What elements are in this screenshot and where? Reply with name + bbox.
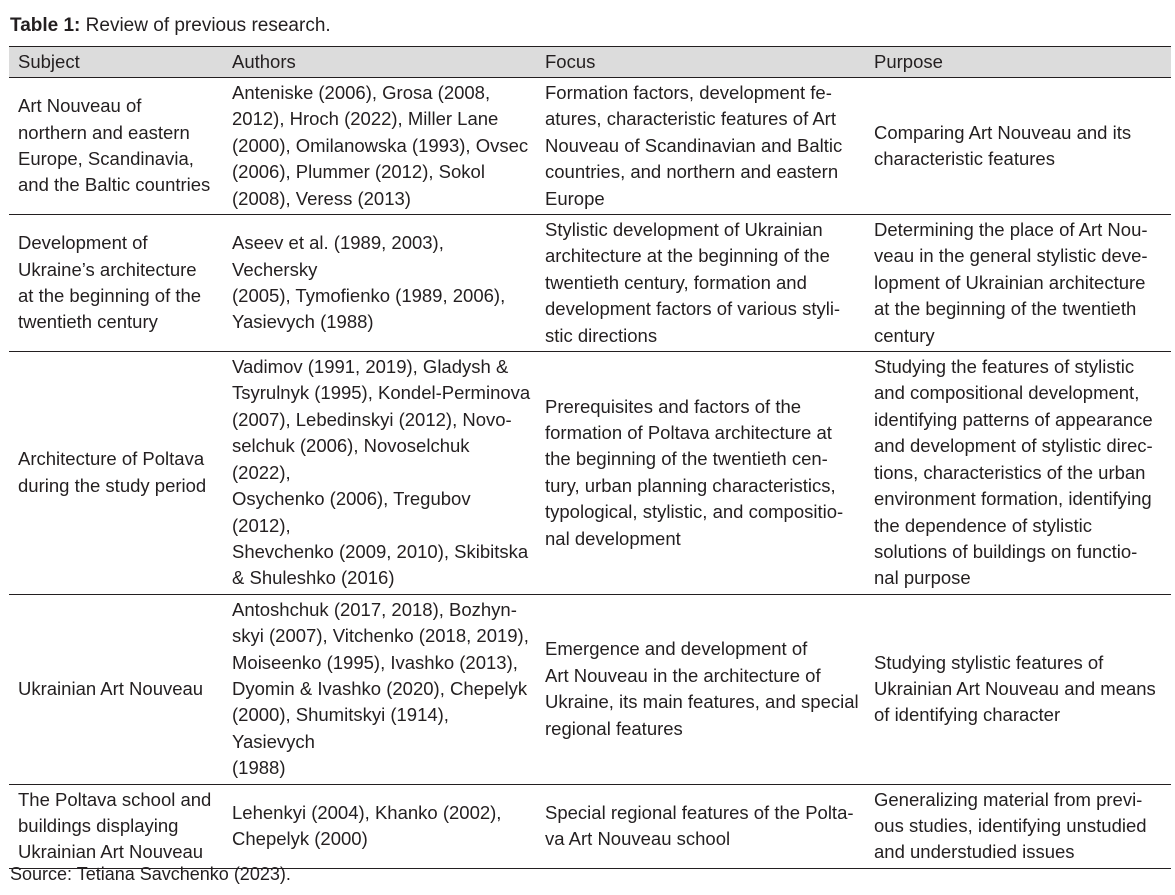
cell-subject: The Poltava school and buildings displaying Ukrainian Art Nouveau: [9, 784, 223, 868]
table-header-row: [9, 47, 1171, 78]
table-row: [9, 594, 1171, 784]
research-review-table: [9, 46, 1171, 869]
table-caption-label: Table 1:: [10, 15, 81, 36]
cell-authors: Vadimov (1991, 2019), Gladysh & Tsyrulnyk (1995), Kondel-Perminova (2007), Lebedinskyi (2012), Novo- selchuk (2006), Novoselchuk (2022), Osychenko (2006), Tregubov (2012), Shevchenko (2009, 2010), Skibitska & Shuleshko (2016): [223, 352, 536, 595]
cell-focus: Formation factors, development fe- atures, characteristic features of Art Nouveau of Scandinavian and Baltic countries, and northern and eastern Europe: [536, 78, 865, 215]
table-row: [9, 78, 1171, 215]
cell-subject: Architecture of Poltava during the study period: [9, 352, 223, 595]
cell-focus: Emergence and development of Art Nouveau in the architecture of Ukraine, its main features, and special regional features: [536, 594, 865, 784]
column-header-focus: Focus: [536, 47, 865, 78]
cell-subject: Ukrainian Art Nouveau: [9, 594, 223, 784]
cell-authors: Aseev et al. (1989, 2003), Vechersky (2005), Tymofienko (1989, 2006), Yasievych (1988): [223, 215, 536, 352]
cell-focus: Special regional features of the Polta- va Art Nouveau school: [536, 784, 865, 868]
table-caption: [10, 14, 331, 38]
cell-purpose: Studying the features of stylistic and compositional development, identifying patterns of appearance and development of stylistic direc- tions, characteristics of the urban environment formation, identifying the dependence of stylistic solutions of buildings on functio- nal purpose: [865, 352, 1171, 595]
table-row: [9, 215, 1171, 352]
cell-focus: Prerequisites and factors of the formation of Poltava architecture at the beginning of the twentieth cen- tury, urban planning characteristics, typological, stylistic, and compositio- nal development: [536, 352, 865, 595]
cell-purpose: Generalizing material from previ- ous studies, identifying unstudied and understudied issues: [865, 784, 1171, 868]
table-caption-text: Review of previous research.: [80, 15, 331, 36]
cell-focus: Stylistic development of Ukrainian architecture at the beginning of the twentieth century, formation and development factors of various styli- stic directions: [536, 215, 865, 352]
column-header-subject: Subject: [9, 47, 223, 78]
table-row: [9, 784, 1171, 868]
cell-subject: Art Nouveau of northern and eastern Europe, Scandinavia, and the Baltic countries: [9, 78, 223, 215]
cell-purpose: Studying stylistic features of Ukrainian Art Nouveau and means of identifying character: [865, 594, 1171, 784]
cell-authors: Lehenkyi (2004), Khanko (2002), Chepelyk (2000): [223, 784, 536, 868]
table-source-note: Source: Tetiana Savchenko (2023).: [10, 864, 291, 884]
cell-purpose: Comparing Art Nouveau and its characteristic features: [865, 78, 1171, 215]
cell-purpose: Determining the place of Art Nou- veau in the general stylistic deve- lopment of Ukrainian architecture at the beginning of the twentieth century: [865, 215, 1171, 352]
cell-subject: Development of Ukraine’s architecture at the beginning of the twentieth century: [9, 215, 223, 352]
table-row: [9, 352, 1171, 595]
cell-authors: Anteniske (2006), Grosa (2008, 2012), Hroch (2022), Miller Lane (2000), Omilanowska (1993), Ovsec (2006), Plummer (2012), Sokol (2008), Veress (2013): [223, 78, 536, 215]
cell-authors: Antoshchuk (2017, 2018), Bozhyn- skyi (2007), Vitchenko (2018, 2019), Moiseenko (1995), Ivashko (2013), Dyomin & Ivashko (2020), Chepelyk (2000), Shumitskyi (1914), Yasievych (1988): [223, 594, 536, 784]
column-header-authors: Authors: [223, 47, 536, 78]
column-header-purpose: Purpose: [865, 47, 1171, 78]
